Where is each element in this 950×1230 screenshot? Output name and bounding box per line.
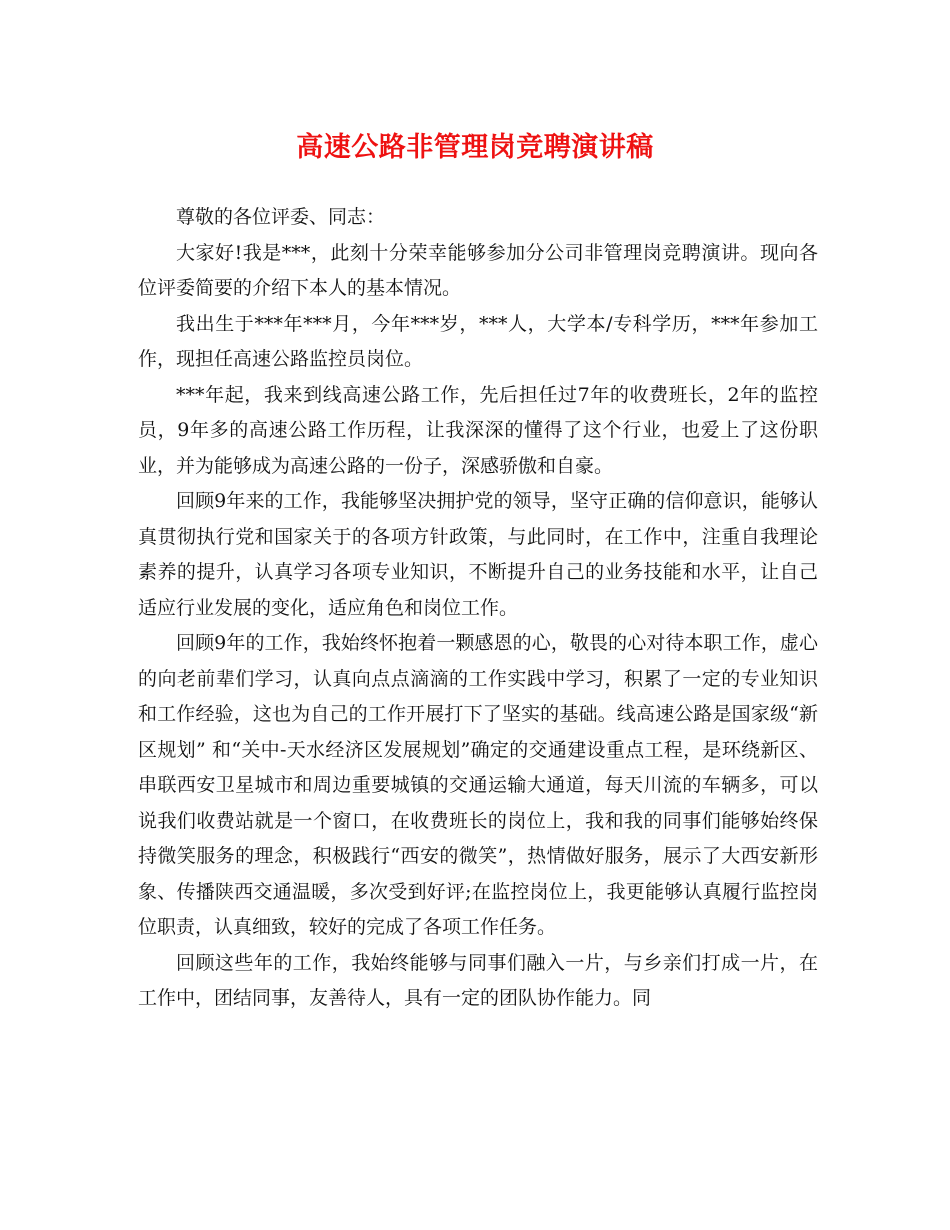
paragraph-political-stance: 回顾9年来的工作，我能够坚决拥护党的领导，坚守正确的信仰意识，能够认真贯彻执行党和国家关于的各项方针政策，与此同时，在工作中，注重自我理论素养的提升，认真学习各项专业知识，不断提升自己的业务技能和水平，让自己适应行业发展的变化，适应角色和岗位工作。 [138,490,818,619]
paragraph-work-attitude: 回顾9年的工作，我始终怀抱着一颗感恩的心，敬畏的心对待本职工作，虚心的向老前辈们学习，认真向点点滴滴的工作实践中学习，积累了一定的专业知识和工作经验，这也为自己的工作开展打下了坚实的基础。线高速公路是国家级“新区规划” 和“关中-天水经济区发展规划”确定的交通建设重点工程，是环绕新区、串联西安卫星城市和周边重要城镇的交通运输大通道，每天川流的车辆多，可以说我们收费站就是一个窗口，在收费班长的岗位上，我和我的同事们能够始终保持微笑服务的理念，积极践行“西安的微笑”，热情做好服务，展示了大西安新形象、传播陕西交通温暖，多次受到好评;在监控岗位上，我更能够认真履行监控岗位职责，认真细致，较好的完成了各项工作任务。 [138,632,818,938]
document-body [138,200,818,1017]
paragraph-work-history: ***年起，我来到线高速公路工作，先后担任过7年的收费班长，2年的监控员，9年多的高速公路工作历程，让我深深的懂得了这个行业，也爱上了这份职业，并为能够成为高速公路的一份子，深感骄傲和自豪。 [138,383,818,477]
paragraph-teamwork: 回顾这些年的工作，我始终能够与同事们融入一片，与乡亲们打成一片，在工作中，团结同事，友善待人，具有一定的团队协作能力。同 [138,951,818,1009]
document-title: 高速公路非管理岗竞聘演讲稿 [296,132,654,163]
paragraph-salutation: 尊敬的各位评委、同志： [176,206,386,228]
paragraph-introduction: 大家好!我是***，此刻十分荣幸能够参加分公司非管理岗竞聘演讲。现向各位评委简要的介绍下本人的基本情况。 [138,241,818,299]
paragraph-personal-info: 我出生于***年***月，今年***岁，***人，大学本/专科学历，***年参加工作，现担任高速公路监控员岗位。 [138,312,818,370]
